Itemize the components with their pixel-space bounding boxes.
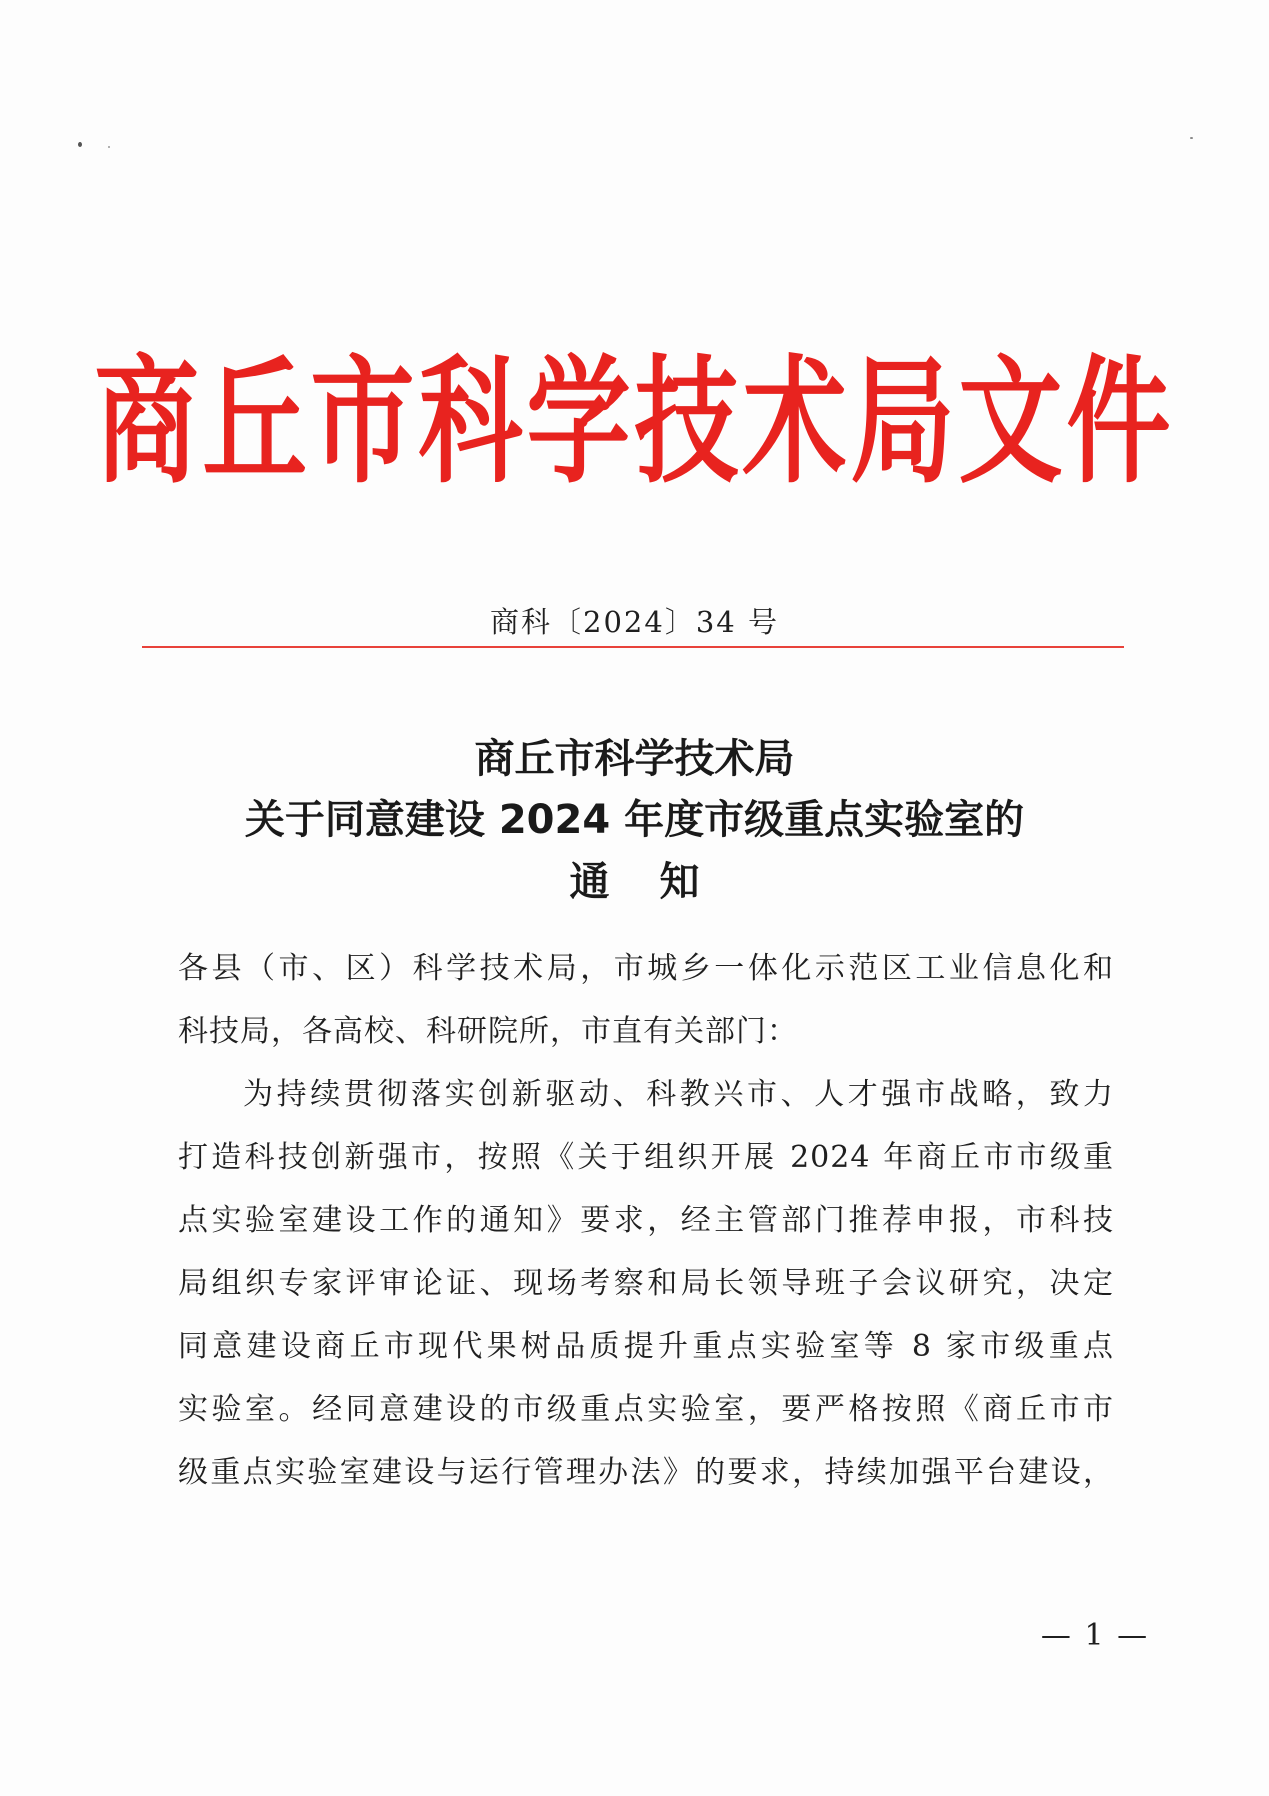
body-line: 各县（市、区）科学技术局，市城乡一体化示范区工业信息化和	[178, 951, 1114, 986]
body-line: 科技局，各高校、科研院所，市直有关部门：	[178, 1014, 798, 1049]
body-line: 同意建设商丘市现代果树品质提升重点实验室等 8 家市级重点	[178, 1329, 1114, 1364]
body-line: 点实验室建设工作的通知》要求，经主管部门推荐申报，市科技	[178, 1203, 1114, 1238]
scan-speck	[78, 142, 82, 147]
page-number: — 1 —	[1040, 1618, 1150, 1653]
red-divider-line	[142, 646, 1124, 648]
title-line-3: 通知	[569, 859, 750, 905]
title-line-1: 商丘市科学技术局	[474, 736, 795, 782]
body-line: 级重点实验室建设与运行管理办法》的要求，持续加强平台建设，	[178, 1455, 1114, 1490]
body-line: 局组织专家评审论证、现场考察和局长领导班子会议研究，决定	[178, 1266, 1114, 1301]
scan-speck	[1190, 137, 1193, 139]
body-line: 打造科技创新强市，按照《关于组织开展 2024 年商丘市市级重	[178, 1140, 1114, 1175]
document-masthead: 商丘市科学技术局文件	[94, 341, 1175, 503]
body-line: 为持续贯彻落实创新驱动、科教兴市、人才强市战略，致力	[243, 1077, 1114, 1112]
body-line: 实验室。经同意建设的市级重点实验室，要严格按照《商丘市市	[178, 1392, 1114, 1427]
title-line-2: 关于同意建设 2024 年度市级重点实验室的	[244, 797, 1025, 843]
document-number: 商科〔2024〕34 号	[490, 605, 779, 639]
scan-speck	[108, 146, 110, 148]
